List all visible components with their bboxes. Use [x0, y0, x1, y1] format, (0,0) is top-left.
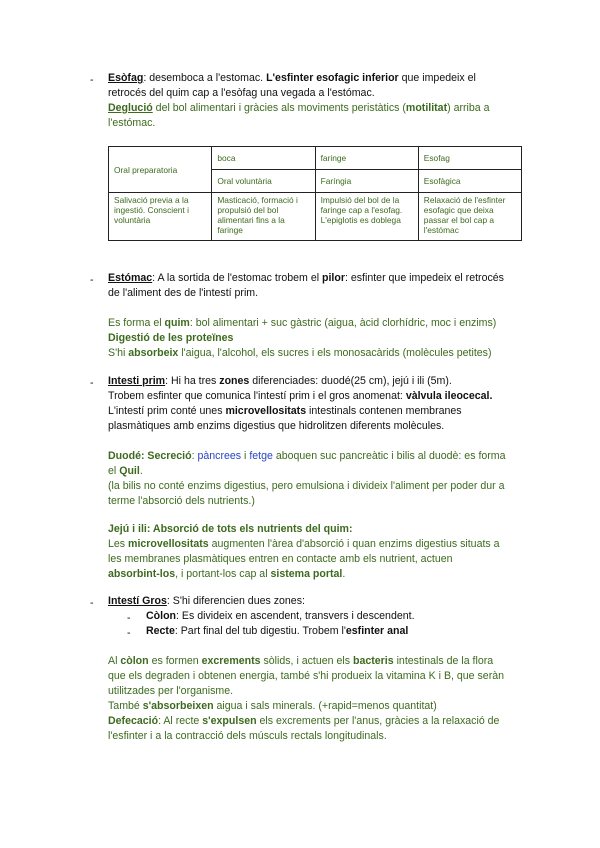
estomac-line-3: Es forma el quim: bol alimentari + suc gàstric (aigua, àcid clorhídric, moc i enzims) [108, 317, 497, 329]
table-cell: Salivació previa a la ingestió. Conscient i voluntària [109, 193, 212, 241]
gros-line-1: Intestí Gros: S'hi diferencien dues zones: [108, 595, 305, 607]
table-row [109, 193, 522, 241]
jeju-heading: Jejú i ili: Absorció de tots els nutrients del quim: [108, 523, 353, 535]
duode-line-2: el Quil. [108, 465, 143, 477]
bullet-dash: - [90, 274, 94, 286]
sub-bullet-dash: - [127, 612, 131, 624]
table-cell: Relaxació de l'esfinter esofagic que deixa passar el bol cap a l'estómac [418, 193, 521, 241]
esofag-line-3: Deglució del bol alimentari i gràcies als moviments peristàtics (motilitat) arriba a [108, 102, 490, 114]
gros-colon-text-2: que els degraden i obtenen energia, també s'hi produeix la vitamina K i B, que seràn [108, 670, 505, 682]
sub-bullet-dash: - [127, 627, 131, 639]
estomac-line-1: Estómac: A la sortida de l'estomac trobem el pilor: esfinter que impedeix el retrocés [108, 272, 504, 284]
estomac-line-5: S'hi absorbeix l'aigua, l'alcohol, els sucres i els monosacàrids (molècules petites) [108, 347, 492, 359]
duode-line-1: Duodé: Secreció: pàncrees i fetge aboquen suc pancreàtic i bilis al duodè: es forma [108, 450, 506, 462]
estomac-line-2: de l'aliment des de l'intestí prim. [108, 287, 259, 299]
prim-line-3: L'intestí prim conté unes microvellositats intestinals contenen membranes [108, 405, 462, 417]
table-cell: Impulsió del bol de la faringe cap a l'esofag. L'epiglotis es doblega [315, 193, 418, 241]
prim-line-1: Intesti prim: Hi ha tres zones diferenciades: duodé(25 cm), jejú i ili (5m). [108, 375, 452, 387]
table-cell: Masticació, formació i propulsió del bol alimentari fins a la faringe [212, 193, 315, 241]
gros-defecacio-line-1: Defecació: Al recte s'expulsen els excrements per l'anus, gràcies a la relaxació de [108, 715, 500, 727]
table-cell: faringe [315, 147, 418, 170]
esofag-line-1: Esòfag: desemboca a l'estomac. L'esfinter esofagic inferior que impedeix el [108, 72, 476, 84]
deglution-stages-table [108, 146, 522, 241]
duode-line-4: terme l'absorció dels nutrients.) [108, 495, 255, 507]
prim-line-2: Trobem esfinter que comunica l'intestí prim i el gros anomenat: vàlvula ileocecal. [108, 390, 493, 402]
bullet-dash: - [90, 74, 94, 86]
table-cell: Oral preparatoria [109, 147, 212, 193]
table-cell: Esofag [418, 147, 521, 170]
table-cell: Oral voluntària [212, 170, 315, 193]
gros-colon-text-4: També s'absorbeixen aigua i sals minerals. (+rapid=menos quantitat) [108, 700, 437, 712]
esofag-line-4: l'estómac. [108, 117, 156, 129]
table-cell: boca [212, 147, 315, 170]
jeju-line-2: Les microvellositats augmenten l'àrea d'absorció i quan enzims digestius situats a [108, 538, 500, 550]
gros-colon-text-3: utilitzades per l'organisme. [108, 685, 234, 697]
gros-colon-line: Còlon: Es divideix en ascendent, transvers i descendent. [146, 610, 415, 622]
table-cell: Faríngia [315, 170, 418, 193]
estomac-line-4: Digestió de les proteïnes [108, 332, 234, 344]
gros-colon-text-1: Al còlon es formen excrements sòlids, i actuen els bacteris intestinals de la flora [108, 655, 494, 667]
duode-line-3: (la bilis no conté enzims digestius, pero emulsiona i divideix l'aliment per poder dur a [108, 480, 505, 492]
prim-line-4: plasmàtiques amb enzims digestius que hidrolitzen diferents molècules. [108, 420, 445, 432]
esofag-line-2: retrocés del quim cap a l'esòfag una vegada a l'estómac. [108, 87, 375, 99]
jeju-line-4: absorbint-los, i portant-los cap al sistema portal. [108, 568, 346, 580]
bullet-dash: - [90, 597, 94, 609]
jeju-line-3: les membranes plasmàtiques entren en contacte amb els nutrient, actuen [108, 553, 453, 565]
table-cell: Esofàgica [418, 170, 521, 193]
table-row [109, 147, 522, 170]
gros-defecacio-line-2: l'esfinter i a la contracció dels músculs rectals longitudinals. [108, 730, 387, 742]
bullet-dash: - [90, 377, 94, 389]
gros-recte-line: Recte: Part final del tub digestiu. Trobem l'esfinter anal [146, 625, 409, 637]
